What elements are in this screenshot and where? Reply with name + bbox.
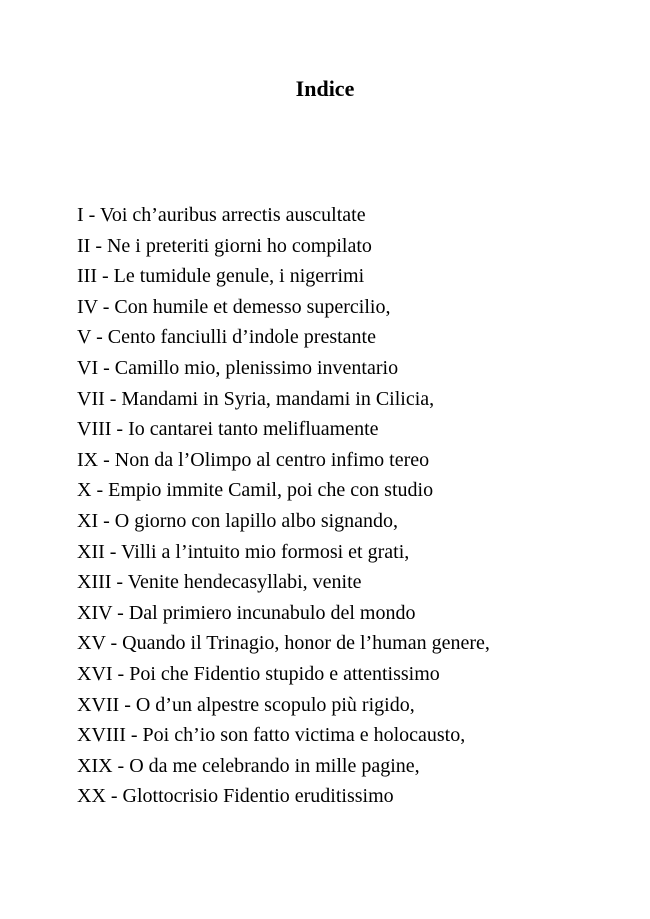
toc-entry: VIII - Io cantarei tanto melifluamente xyxy=(77,418,379,441)
toc-entry: X - Empio immite Camil, poi che con studio xyxy=(77,479,434,502)
toc-entry: XII - Villi a l’intuito mio formosi et grati, xyxy=(77,540,410,563)
toc-entry: VII - Mandami in Syria, mandami in Cilicia, xyxy=(77,387,435,410)
toc-entry: XIV - Dal primiero incunabulo del mondo xyxy=(77,601,416,624)
toc-entry: XX - Glottocrisio Fidentio eruditissimo xyxy=(77,785,394,808)
toc-entry: VI - Camillo mio, plenissimo inventario xyxy=(77,356,399,379)
toc-entry: I - Voi ch’auribus arrectis auscultate xyxy=(77,204,366,226)
toc-entry: XVII - O d’un alpestre scopulo più rigido, xyxy=(77,693,415,716)
toc-entry: II - Ne i preteriti giorni ho compilato xyxy=(77,234,372,257)
table-of-contents xyxy=(77,200,490,812)
toc-entry: XVI - Poi che Fidentio stupido e attentissimo xyxy=(77,662,440,685)
page-title: Indice xyxy=(295,76,355,101)
toc-entry: XVIII - Poi ch’io son fatto victima e holocausto, xyxy=(77,724,466,747)
toc-entry: III - Le tumidule genule, i nigerrimi xyxy=(77,265,365,288)
toc-entry: IV - Con humile et demesso supercilio, xyxy=(77,295,391,318)
toc-entry: XIII - Venite hendecasyllabi, venite xyxy=(77,571,362,594)
toc-entry: XV - Quando il Trinagio, honor de l’human genere, xyxy=(77,632,490,655)
toc-entry: XIX - O da me celebrando in mille pagine, xyxy=(77,754,420,777)
toc-entry: XI - O giorno con lapillo albo signando, xyxy=(77,509,399,532)
toc-entry: V - Cento fanciulli d’indole prestante xyxy=(77,326,376,349)
toc-entry: IX - Non da l’Olimpo al centro infimo tereo xyxy=(77,448,430,471)
